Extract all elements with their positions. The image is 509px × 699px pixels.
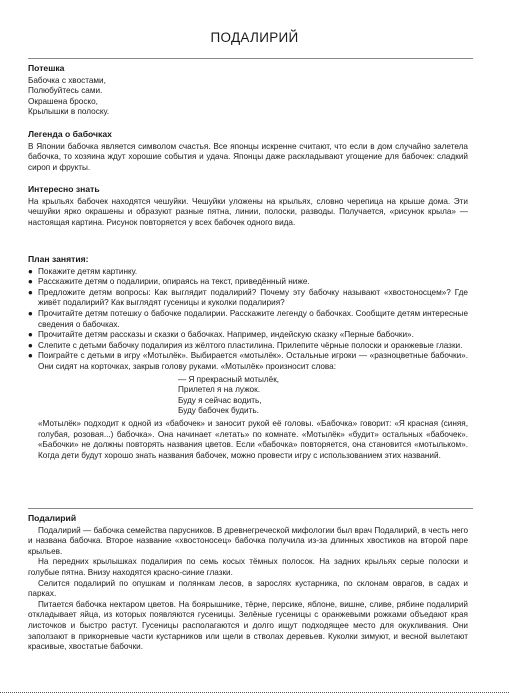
- podaliriy-paragraph: Подалирий — бабочка семейства парусников. В древнегреческой мифологии был врач Подалирий, в честь него и названа бабочка. Второе название «хвостоносец» бабочка получила из-за длинных хвостиков на второй паре крыльев.: [28, 525, 468, 556]
- interesting-text: На крыльях бабочек находятся чешуйки. Чешуйки уложены на крыльях, словно черепица на крыше дома. Эти чешуйки ярко окрашены и образуют разные пятна, линии, полоски, разводы. Получается, «рисунок крыла» — настоящая картина. Рисунок повторяется у всех бабочек одного вида.: [28, 196, 468, 227]
- page-title: ПОДАЛИРИЙ: [210, 30, 299, 45]
- list-item: ● Расскажите детям о подалирии, опираясь на текст, приведённый ниже.: [28, 277, 310, 287]
- plan-section: [28, 254, 468, 461]
- bullet-icon: ●: [28, 287, 33, 297]
- list-item: ● Поиграйте с детьми в игру «Мотылёк». Выбирается «мотылёк». Остальные игроки — «разноцветные бабочки». Они сидят на корточках, закрыв голову руками. «Мотылёк» произносит слова:: [28, 351, 468, 371]
- game-verse: [178, 375, 468, 417]
- podaliriy-paragraph: На передних крылышках подалирия по семь косых тёмных полосок. На задних крыльях серые полоски и голубые пятна. Внизу находятся красно-синие глазки.: [28, 557, 468, 577]
- legend-text: В Японии бабочка является символом счастья. Все японцы искренне считают, что если в дом случайно залетела бабочка, то хозяина ждут хорошие события и удача. Японцы даже раскладывают угощение для бабочек: сладкий сироп и фрукты.: [28, 141, 468, 172]
- middle-divider: [28, 508, 473, 509]
- bullet-icon: ●: [28, 351, 33, 361]
- poem-line: Полюбуйтесь сами.: [28, 86, 103, 96]
- bullet-icon: ●: [28, 340, 33, 350]
- list-item: ● Прочитайте детям рассказы и сказки о бабочках. Например, индейскую сказку «Перные бабочки».: [28, 330, 414, 340]
- verse-line: — Я прекрасный мотылёк,: [178, 374, 280, 384]
- verse-line: Буду я сейчас водить,: [178, 395, 262, 405]
- bullet-icon: ●: [28, 277, 33, 287]
- poem-line: Бабочка с хвостами,: [28, 75, 106, 85]
- poteshka-heading: Потешка: [28, 63, 65, 73]
- interesting-heading: Интересно знать: [28, 184, 100, 194]
- game-rules-text: «Мотылёк» подходит к одной из «бабочек» и заносит рукой её головы. «Бабочка» говорит: «Я красная (синяя, голубая, розовая...) бабочка». Она начинает «летать» по комнате. «Мотылёк» «будит» остальных «бабочек». «Бабочки» не должны повторять названия цветов. Если «бабочка» повторяется, она становится «мотыльком». Когда дети будут хорошо знать названия бабочек, можно провести игру с использованием этих названий.: [38, 418, 468, 460]
- list-item: ● Покажите детям картинку.: [28, 266, 138, 276]
- legend-section: [28, 129, 468, 173]
- list-item: ● Слепите с детьми бабочку подалирия из жёлтого пластилина. Прилепите чёрные полоски и оранжевые глазки.: [28, 340, 463, 350]
- bottom-edge: [0, 692, 509, 693]
- verse-line: Прилетел я на лужок.: [178, 385, 260, 395]
- podaliriy-heading: Подалирий: [28, 513, 77, 523]
- podaliriy-paragraph: Питается бабочка нектаром цветов. На боярышнике, тёрне, персике, яблоне, вишне, сливе, рябине подалирий откладывает яйца, из которых появляются гусеницы. Зелёные гусеницы с оранжевыми рожками объедают края листочков и быстро растут. Гусеницы располагаются и долго ищут подходящее место для окукливания. Они заползают в прикорневые части кустарников или щели в стволах деревьев. Куколки зимуют, и весной вылетают красивые, хвостатые бабочки.: [28, 599, 468, 652]
- interesting-section: [28, 184, 468, 228]
- list-item: ● Предложите детям вопросы: Как выглядит подалирий? Почему эту бабочку называют «хвостоносцем»? Где живёт подалирий? Как выглядят гусеницы и куколки подалирия?: [28, 287, 468, 308]
- poteshka-section: [28, 63, 468, 118]
- plan-heading: План занятия:: [28, 254, 89, 264]
- top-divider: [28, 58, 473, 59]
- bullet-icon: ●: [28, 266, 33, 276]
- list-item: ● Прочитайте детям потешку о бабочке подалирии. Расскажите легенду о бабочках. Сообщите детям интересные сведения о бабочках.: [28, 308, 468, 329]
- poem-line: Окрашена броско,: [28, 96, 98, 106]
- verse-line: Буду бабочек будить.: [178, 406, 259, 416]
- bullet-icon: ●: [28, 330, 33, 340]
- poem-line: Крылышки в полоску.: [28, 107, 110, 117]
- podaliriy-paragraph: Селится подалирий по опушкам и полянкам лесов, в зарослях кустарника, по склонам оврагов, в садах и парках.: [28, 578, 468, 599]
- podaliriy-section: [28, 513, 468, 653]
- plan-list: [28, 267, 468, 373]
- bullet-icon: ●: [28, 308, 33, 318]
- legend-heading: Легенда о бабочках: [28, 129, 112, 139]
